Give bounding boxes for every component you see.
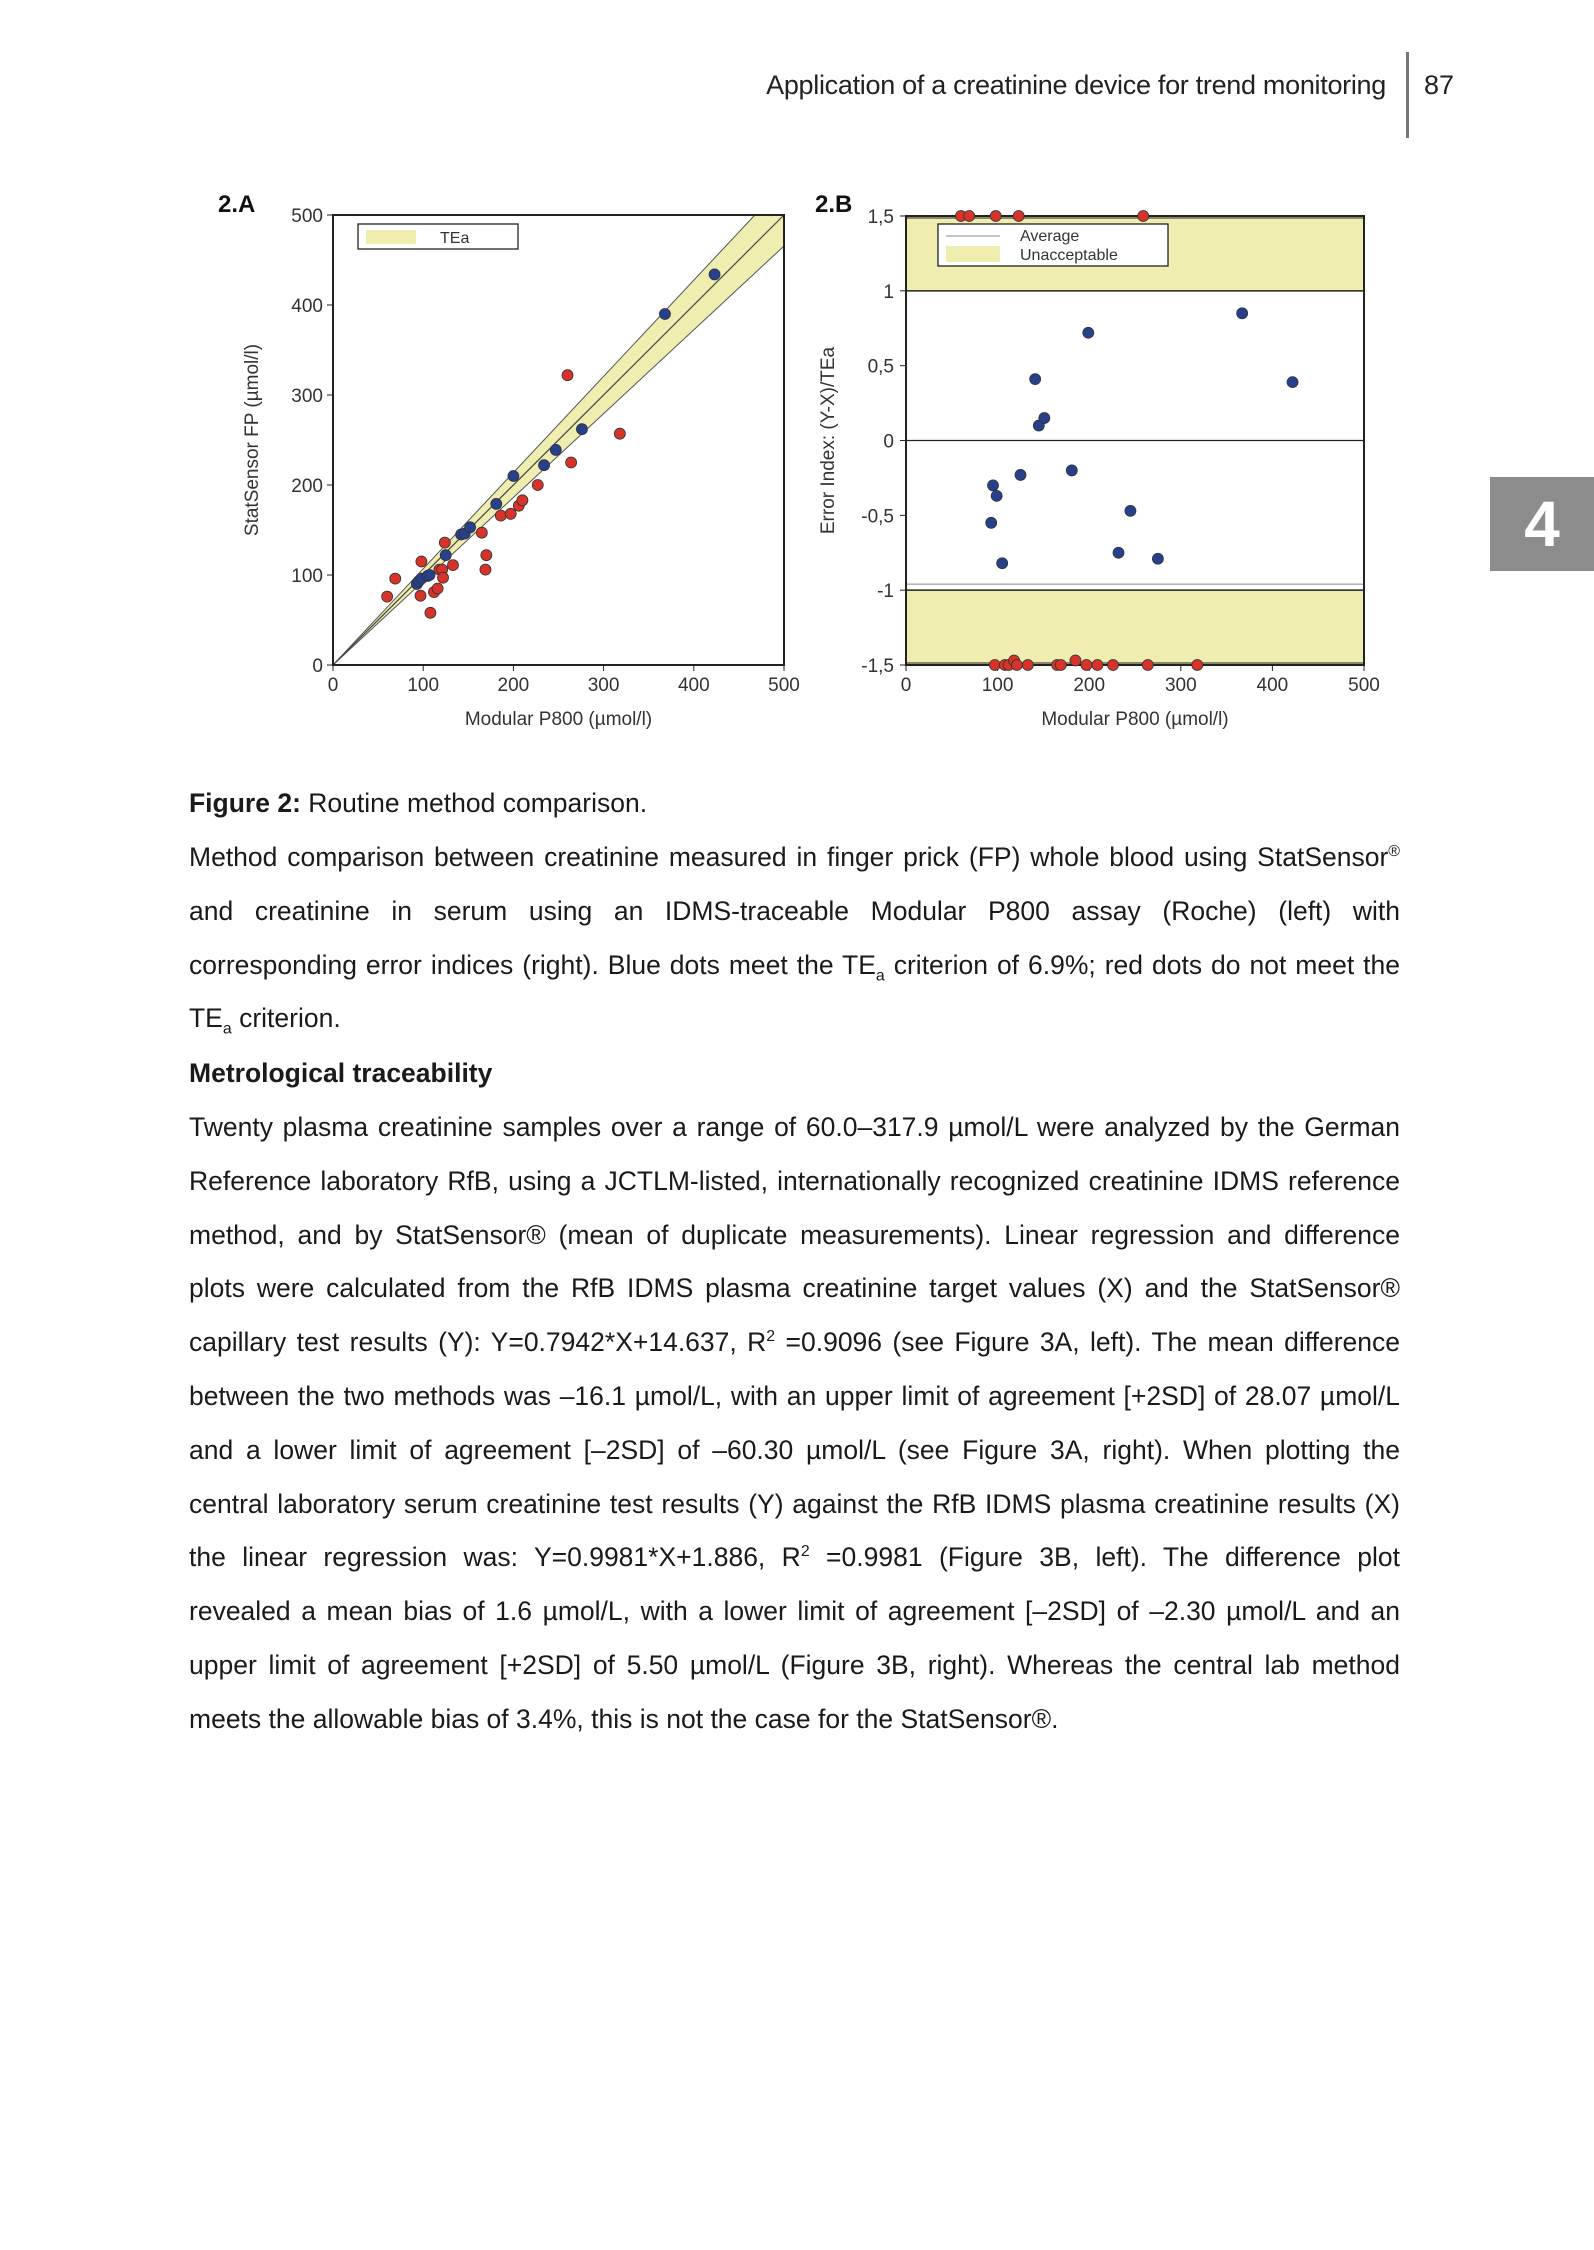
data-point-blue [986, 517, 997, 528]
subscript: a [875, 966, 885, 984]
figure-label: Figure 2: [189, 788, 301, 818]
x-tick-label: 200 [497, 675, 530, 696]
legend-swatch-unacceptable [946, 246, 1000, 262]
x-axis-label: Modular P800 (µmol/l) [464, 709, 653, 730]
data-point-red [1055, 660, 1066, 671]
data-point-blue [1030, 374, 1041, 385]
data-point-red [1092, 660, 1103, 671]
text-run: criterion. [231, 1003, 341, 1034]
x-tick-label: 400 [677, 675, 710, 696]
data-point-blue [988, 480, 999, 491]
data-point-blue [1039, 413, 1050, 424]
x-tick-label: 500 [1348, 675, 1380, 696]
legend-label-unacceptable: Unacceptable [1020, 247, 1118, 264]
superscript: 2 [766, 1328, 776, 1346]
superscript: 2 [800, 1543, 810, 1561]
text-run: =0.9981 (Figure 3B, left). The difference plot revealed a mean bias of 1.6 µmol/L, with a lower limit of agreement [–2SD] of –2.30 µmol/L and an upper limit of agreement [+2SD] of 5.50 µmol/L (Figure 3B, right). Whereas the central lab method meets the allowable bias of 3.4%, this is not the case for the StatSensor®. [189, 1542, 1400, 1734]
y-tick-label: 300 [291, 386, 323, 407]
chart-2b [0, 0, 1594, 760]
data-point-red [1142, 660, 1153, 671]
y-tick-label: 200 [291, 476, 323, 497]
x-tick-label: 300 [1164, 675, 1197, 696]
unacceptable-band-lower [906, 590, 1364, 665]
data-point-red [989, 660, 1000, 671]
page-number: 87 [1424, 70, 1455, 100]
y-tick-label: -1,5 [861, 656, 894, 677]
figure-title: Routine method comparison. [300, 788, 648, 818]
y-tick-label: 0 [883, 431, 894, 453]
y-tick-label: 500 [291, 206, 323, 227]
text-run: Twenty plasma creatinine samples over a range of 60.0–317.9 µmol/L were analyzed by the German Reference laboratory RfB, using a JCTLM-listed, internationally recognized creatinine IDMS reference method, and by StatSensor® (mean of duplicate measurements). Linear regression and difference plots were calculated from the RfB IDMS plasma creatinine target values (X) and the StatSensor® capillary test results (Y): Y=0.7942*X+14.637, R [189, 1112, 1400, 1358]
y-tick-label: 400 [291, 296, 323, 317]
data-point-blue [1152, 553, 1163, 564]
y-tick-label: 100 [291, 566, 323, 587]
data-point-blue [1083, 327, 1094, 338]
panel-label: 2.A [218, 191, 256, 218]
y-axis-label: Error Index: (Y-X)/TEa [818, 346, 839, 535]
section-heading: Metrological traceability [189, 1058, 493, 1088]
y-tick-label: -1 [877, 581, 894, 603]
data-point-red [1108, 660, 1119, 671]
data-point-red [990, 211, 1001, 222]
data-point-red [1138, 211, 1149, 222]
superscript: ® [1388, 843, 1400, 861]
text-run: Method comparison between creatinine measured in finger prick (FP) whole blood using StatSensor [189, 842, 1389, 872]
data-point-red [1013, 211, 1024, 222]
y-tick-label: 1,5 [867, 207, 894, 228]
data-point-red [964, 211, 975, 222]
panel-label: 2.B [815, 191, 853, 218]
x-axis-label: Modular P800 (µmol/l) [1041, 709, 1229, 730]
running-title: Application of a creatinine device for trend monitoring [766, 70, 1386, 100]
data-point-red [1192, 660, 1203, 671]
y-tick-label: 1 [883, 281, 894, 303]
x-tick-label: 100 [981, 675, 1014, 696]
figure-caption-body [189, 831, 1400, 1046]
data-point-red [1022, 660, 1033, 671]
data-point-blue [1066, 465, 1077, 476]
y-axis-label: StatSensor FP (µmol/l) [242, 343, 263, 537]
chapter-tab: 4 [1490, 477, 1594, 571]
data-point-blue [1113, 547, 1124, 558]
data-point-blue [1287, 377, 1298, 388]
y-tick-label: 0 [312, 656, 323, 677]
legend-label-average: Average [1020, 228, 1080, 245]
legend-label-tea: TEa [440, 230, 470, 247]
x-tick-label: 0 [327, 675, 339, 696]
text-run: criterion of 6.9%; red dots do not meet the TE [189, 949, 1401, 1034]
data-point-blue [1015, 469, 1026, 480]
x-tick-label: 300 [587, 675, 620, 696]
data-point-red [1081, 660, 1092, 671]
text-run: =0.9096 (see Figure 3A, left). The mean difference between the two methods was –16.1 µmol/L, with an upper limit of agreement [+2SD] of 28.07 µmol/L and a lower limit of agreement [–2SD] of –60.30 µmol/L (see Figure 3A, right). When plotting the central laboratory serum creatinine test results (Y) against the RfB IDMS plasma creatinine results (X) the linear regression was: Y=0.9981*X+1.886, R [189, 1327, 1400, 1573]
x-tick-label: 0 [900, 675, 912, 696]
data-point-blue [997, 558, 1008, 569]
section-body [189, 1101, 1400, 1747]
data-point-blue [1237, 308, 1248, 319]
data-point-red [1011, 660, 1022, 671]
data-point-blue [991, 490, 1002, 501]
y-tick-label: -0,5 [861, 506, 894, 528]
x-tick-label: 100 [407, 675, 440, 696]
data-point-red [1070, 655, 1081, 666]
y-tick-label: 0,5 [867, 356, 894, 378]
data-point-blue [1125, 505, 1136, 516]
text-run: and creatinine in serum using an IDMS-traceable Modular P800 assay (Roche) (left) with corresponding error indices (right). Blue dots meet the TE [189, 895, 1400, 980]
x-tick-label: 400 [1256, 675, 1289, 696]
x-tick-label: 500 [768, 675, 800, 696]
subscript: a [222, 1020, 232, 1038]
figure-caption-title [189, 785, 647, 821]
x-tick-label: 200 [1073, 675, 1106, 696]
